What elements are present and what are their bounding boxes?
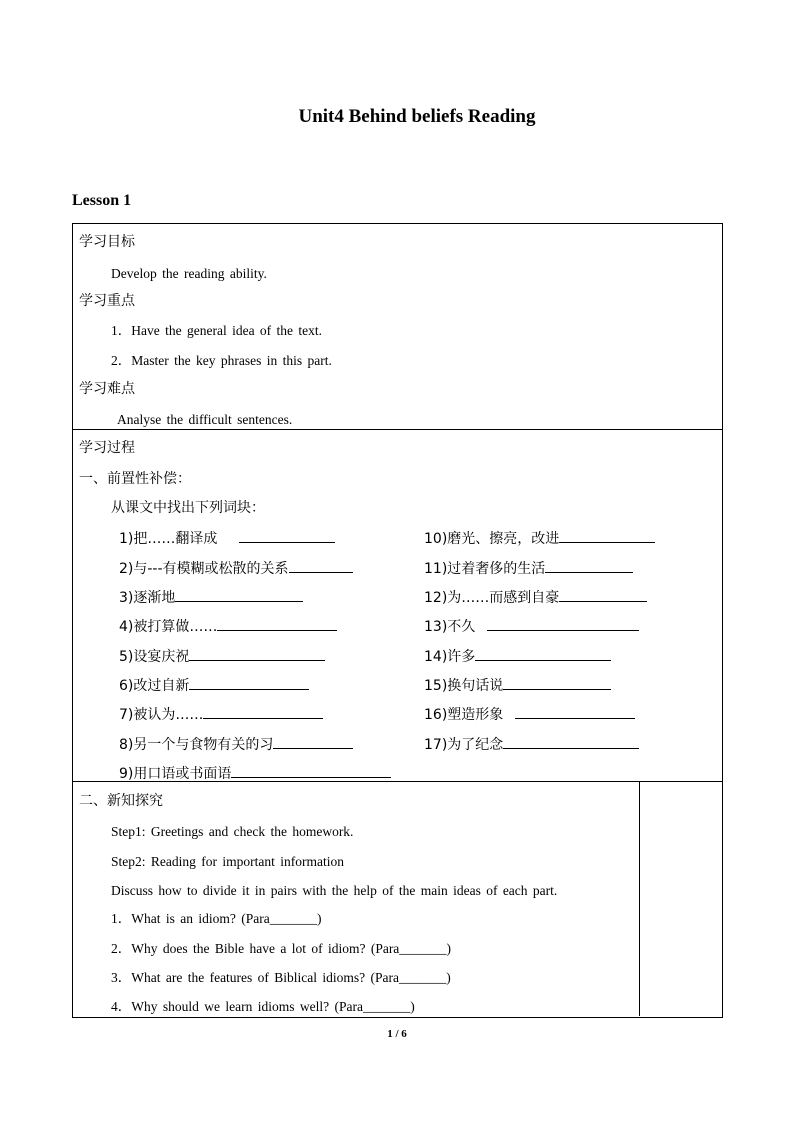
step2-text: Step2: Reading for important information bbox=[111, 854, 344, 869]
phrase-item: 16)塑造形象 bbox=[424, 704, 635, 724]
phrase-item: 4)被打算做…… bbox=[119, 616, 337, 636]
phrase-item: 3)逐渐地 bbox=[119, 587, 303, 607]
focus-item-1: 1．Have the general idea of the text. bbox=[111, 323, 323, 338]
phrase-item: 9)用口语或书面语 bbox=[119, 763, 391, 783]
process-heading: 学习过程 bbox=[79, 440, 135, 456]
row-divider-1 bbox=[72, 429, 722, 430]
question-3: 3．What are the features of Biblical idioms? (Para_______) bbox=[111, 970, 451, 985]
objective-heading: 学习目标 bbox=[79, 234, 135, 250]
explore-heading: 二、新知探究 bbox=[79, 793, 163, 809]
column-divider bbox=[639, 781, 640, 1016]
difficulty-heading: 学习难点 bbox=[79, 381, 135, 397]
phrase-item: 2)与---有模糊或松散的关系 bbox=[119, 558, 353, 578]
phrase-item: 17)为了纪念 bbox=[424, 734, 639, 754]
phrase-item: 10)磨光、擦亮，改进 bbox=[424, 528, 655, 548]
phrase-item: 15)换句话说 bbox=[424, 675, 611, 695]
question-4: 4．Why should we learn idioms well? (Para_______) bbox=[111, 999, 415, 1014]
question-1: 1．What is an idiom? (Para_______) bbox=[111, 911, 322, 926]
page-number: 1 / 6 bbox=[387, 1028, 407, 1040]
phrase-item: 12)为……而感到自豪 bbox=[424, 587, 647, 607]
objective-text: Develop the reading ability. bbox=[111, 266, 267, 281]
phrase-item: 5)设宴庆祝 bbox=[119, 646, 325, 666]
question-2: 2．Why does the Bible have a lot of idiom? (Para_______) bbox=[111, 941, 452, 956]
phrase-item: 1)把……翻译成 bbox=[119, 528, 335, 548]
difficulty-text: Analyse the difficult sentences. bbox=[117, 412, 293, 427]
lesson-heading: Lesson 1 bbox=[72, 192, 132, 209]
focus-heading: 学习重点 bbox=[79, 293, 135, 309]
phrase-instruction: 从课文中找出下列词块： bbox=[111, 500, 265, 516]
phrase-item: 8)另一个与食物有关的习 bbox=[119, 734, 353, 754]
step1-text: Step1: Greetings and check the homework. bbox=[111, 824, 354, 839]
discuss-text: Discuss how to divide it in pairs with the help of the main ideas of each part. bbox=[111, 883, 558, 898]
phrase-item: 14)许多 bbox=[424, 646, 611, 666]
page-title: Unit4 Behind beliefs Reading bbox=[298, 106, 536, 127]
focus-item-2: 2．Master the key phrases in this part. bbox=[111, 353, 332, 368]
section1-heading: 一、前置性补偿： bbox=[79, 471, 191, 487]
phrase-item: 6)改过自新 bbox=[119, 675, 309, 695]
phrase-item: 7)被认为…… bbox=[119, 704, 323, 724]
phrase-item: 13)不久 bbox=[424, 616, 639, 636]
phrase-item: 11)过着奢侈的生活 bbox=[424, 558, 633, 578]
